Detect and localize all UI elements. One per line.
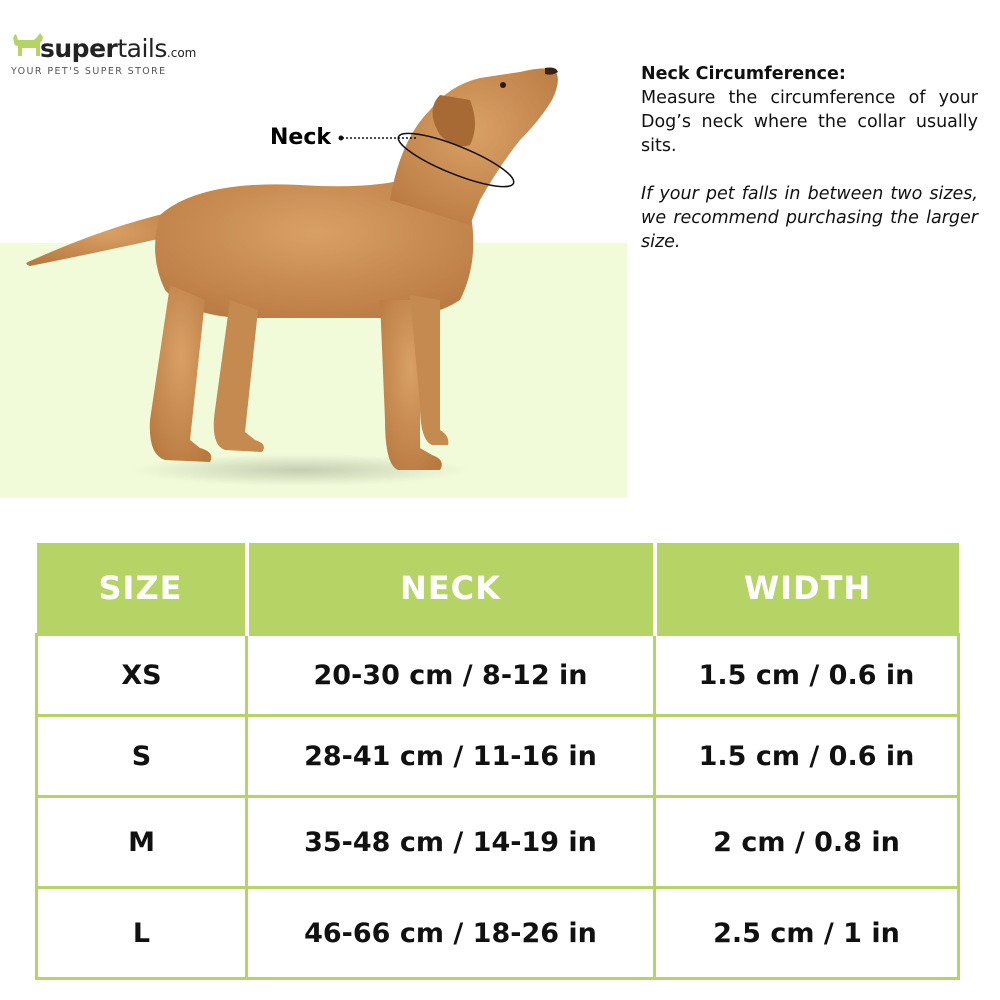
neck-cell: 20-30 cm / 8-12 in [247,635,655,716]
header-size: SIZE [37,543,247,635]
table-row [37,635,959,716]
info-note: If your pet falls in between two sizes, we recommend purchasing the larger size. [641,184,978,252]
brand-name-part2: tails [117,34,167,63]
neck-cell: 28-41 cm / 11-16 in [247,716,655,797]
measurement-info [641,62,978,272]
table-row [37,716,959,797]
header-neck: NECK [247,543,655,635]
table-row [37,888,959,979]
info-body: Measure the circumference of your Dog’s neck where the collar usually sits. [641,88,978,156]
size-cell: L [37,888,247,979]
width-cell: 2.5 cm / 1 in [655,888,959,979]
size-cell: XS [37,635,247,716]
header-width: WIDTH [655,543,959,635]
table-row [37,797,959,888]
table-header-row [37,543,959,635]
neck-label: Neck [270,125,332,150]
width-cell: 1.5 cm / 0.6 in [655,716,959,797]
size-cell: M [37,797,247,888]
brand-name-part1: super [40,34,118,63]
neck-cell: 46-66 cm / 18-26 in [247,888,655,979]
info-title: Neck Circumference: [641,64,846,84]
brand-name-suffix: .com [166,46,197,60]
size-cell: S [37,716,247,797]
width-cell: 2 cm / 0.8 in [655,797,959,888]
neck-cell: 35-48 cm / 14-19 in [247,797,655,888]
width-cell: 1.5 cm / 0.6 in [655,635,959,716]
size-chart-table [35,543,960,967]
brand-tagline: YOUR PET'S SUPER STORE [11,66,167,77]
